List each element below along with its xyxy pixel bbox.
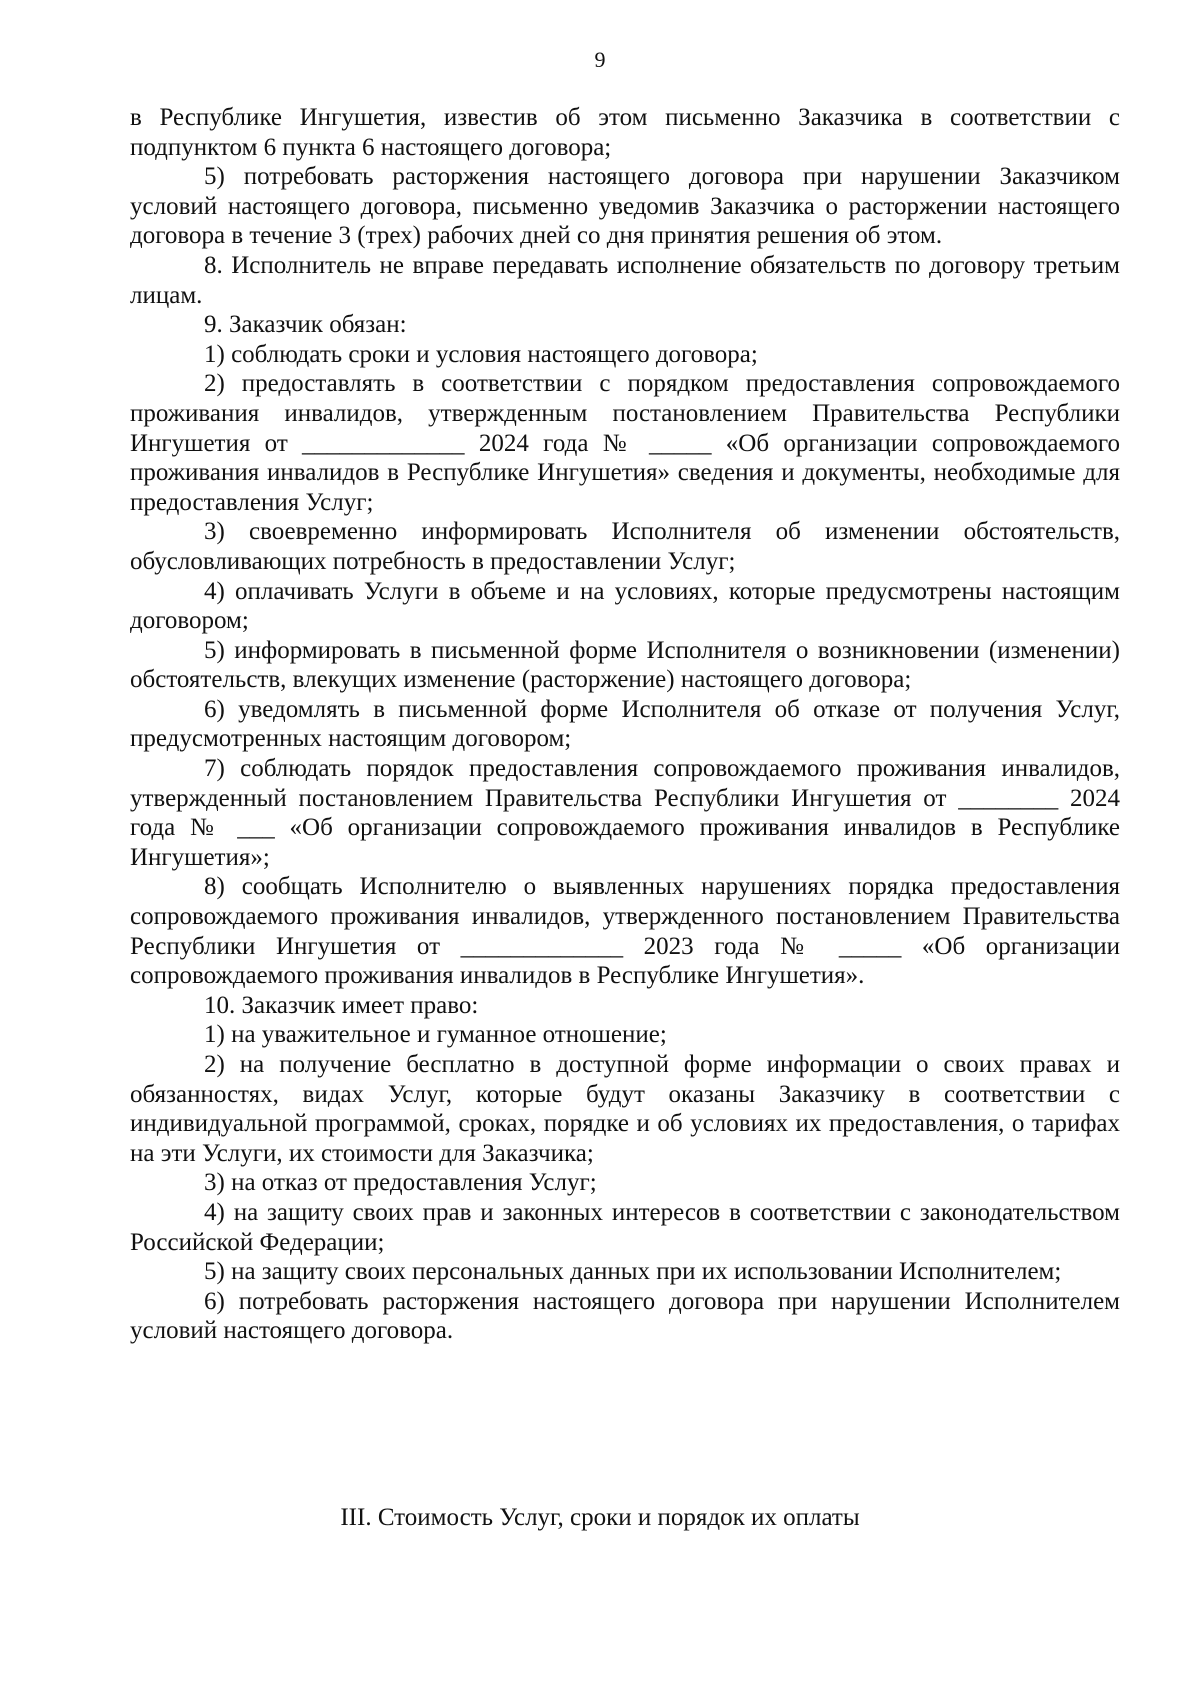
section-heading: III. Стоимость Услуг, сроки и порядок их оплаты — [340, 1504, 860, 1531]
paragraph-9-item-8: 8) сообщать Исполнителю о выявленных нарушениях порядка предоставления сопровождаемого проживания инвалидов, утвержденного постановлением Правительства Республики Ингушетия от _____________ 2023 года № _____ «Об организации сопровождаемого проживания инвалидов в Республике Ингушетия». — [130, 873, 1120, 990]
page-number: 9 — [594, 47, 606, 72]
paragraph-10-item-4: 4) на защиту своих прав и законных интересов в соответствии с законодательством Российской Федерации; — [130, 1198, 1120, 1256]
paragraph-9-item-5: 5) информировать в письменной форме Исполнителя о возникновении (изменении) обстоятельств, влекущих изменение (расторжение) настоящего договора; — [130, 636, 1120, 694]
paragraph-9-item-4: 4) оплачивать Услуги в объеме и на условиях, которые предусмотрены настоящим договором; — [130, 577, 1120, 635]
paragraph-clause-10: 10. Заказчик имеет право: — [204, 991, 479, 1019]
paragraph-10-item-2: 2) на получение бесплатно в доступной форме информации о своих правах и обязанностях, видах Услуг, которые будут оказаны Заказчику в соответствии с индивидуальной программой, сроках, порядке и об условиях их предоставления, о тарифах на эти Услуги, их стоимости для Заказчика; — [130, 1051, 1120, 1167]
paragraph-9-item-2: 2) предоставлять в соответствии с порядком предоставления сопровождаемого проживания инвалидов, утвержденным постановлением Правительства Республики Ингушетия от _____________ 2024 года № _____ «Об организации сопровождаемого проживания инвалидов в Республике Ингушетия» сведения и документы, необходимые для предоставления Услуг; — [130, 370, 1120, 516]
paragraph-9-item-1: 1) соблюдать сроки и условия настоящего договора; — [204, 340, 758, 368]
paragraph-10-item-6: 6) потребовать расторжения настоящего договора при нарушении Исполнителем условий настоящего договора. — [130, 1287, 1120, 1345]
paragraph-item-5-terminate: 5) потребовать расторжения настоящего договора при нарушении Заказчиком условий настоящего договора, письменно уведомив Заказчика о расторжении настоящего договора в течение 3 (трех) рабочих дней со дня принятия решения об этом. — [130, 163, 1120, 250]
paragraph-clause-9: 9. Заказчик обязан: — [204, 311, 407, 339]
paragraph-10-item-1: 1) на уважительное и гуманное отношение; — [204, 1021, 667, 1049]
paragraph-9-item-3: 3) своевременно информировать Исполнителя об изменении обстоятельств, обусловливающих потребность в предоставлении Услуг; — [130, 518, 1120, 575]
paragraph-9-item-6: 6) уведомлять в письменной форме Исполнителя об отказе от получения Услуг, предусмотренных настоящим договором; — [130, 695, 1120, 753]
paragraph-10-item-5: 5) на защиту своих персональных данных при их использовании Исполнителем; — [204, 1258, 1062, 1286]
paragraph-clause-8: 8. Исполнитель не вправе передавать исполнение обязательств по договору третьим лицам. — [130, 251, 1120, 309]
paragraph-continuation: в Республике Ингушетия, известив об этом письменно Заказчика в соответствии с подпунктом 6 пункта 6 настоящего договора; — [130, 104, 1120, 161]
paragraph-9-item-7: 7) соблюдать порядок предоставления сопровождаемого проживания инвалидов, утвержденный постановлением Правительства Республики Ингушетия от ________ 2024 года № ___ «Об организации сопровождаемого проживания инвалидов в Республике Ингушетия»; — [130, 755, 1120, 871]
body-text — [130, 103, 1120, 1346]
paragraph-10-item-3: 3) на отказ от предоставления Услуг; — [204, 1169, 597, 1197]
